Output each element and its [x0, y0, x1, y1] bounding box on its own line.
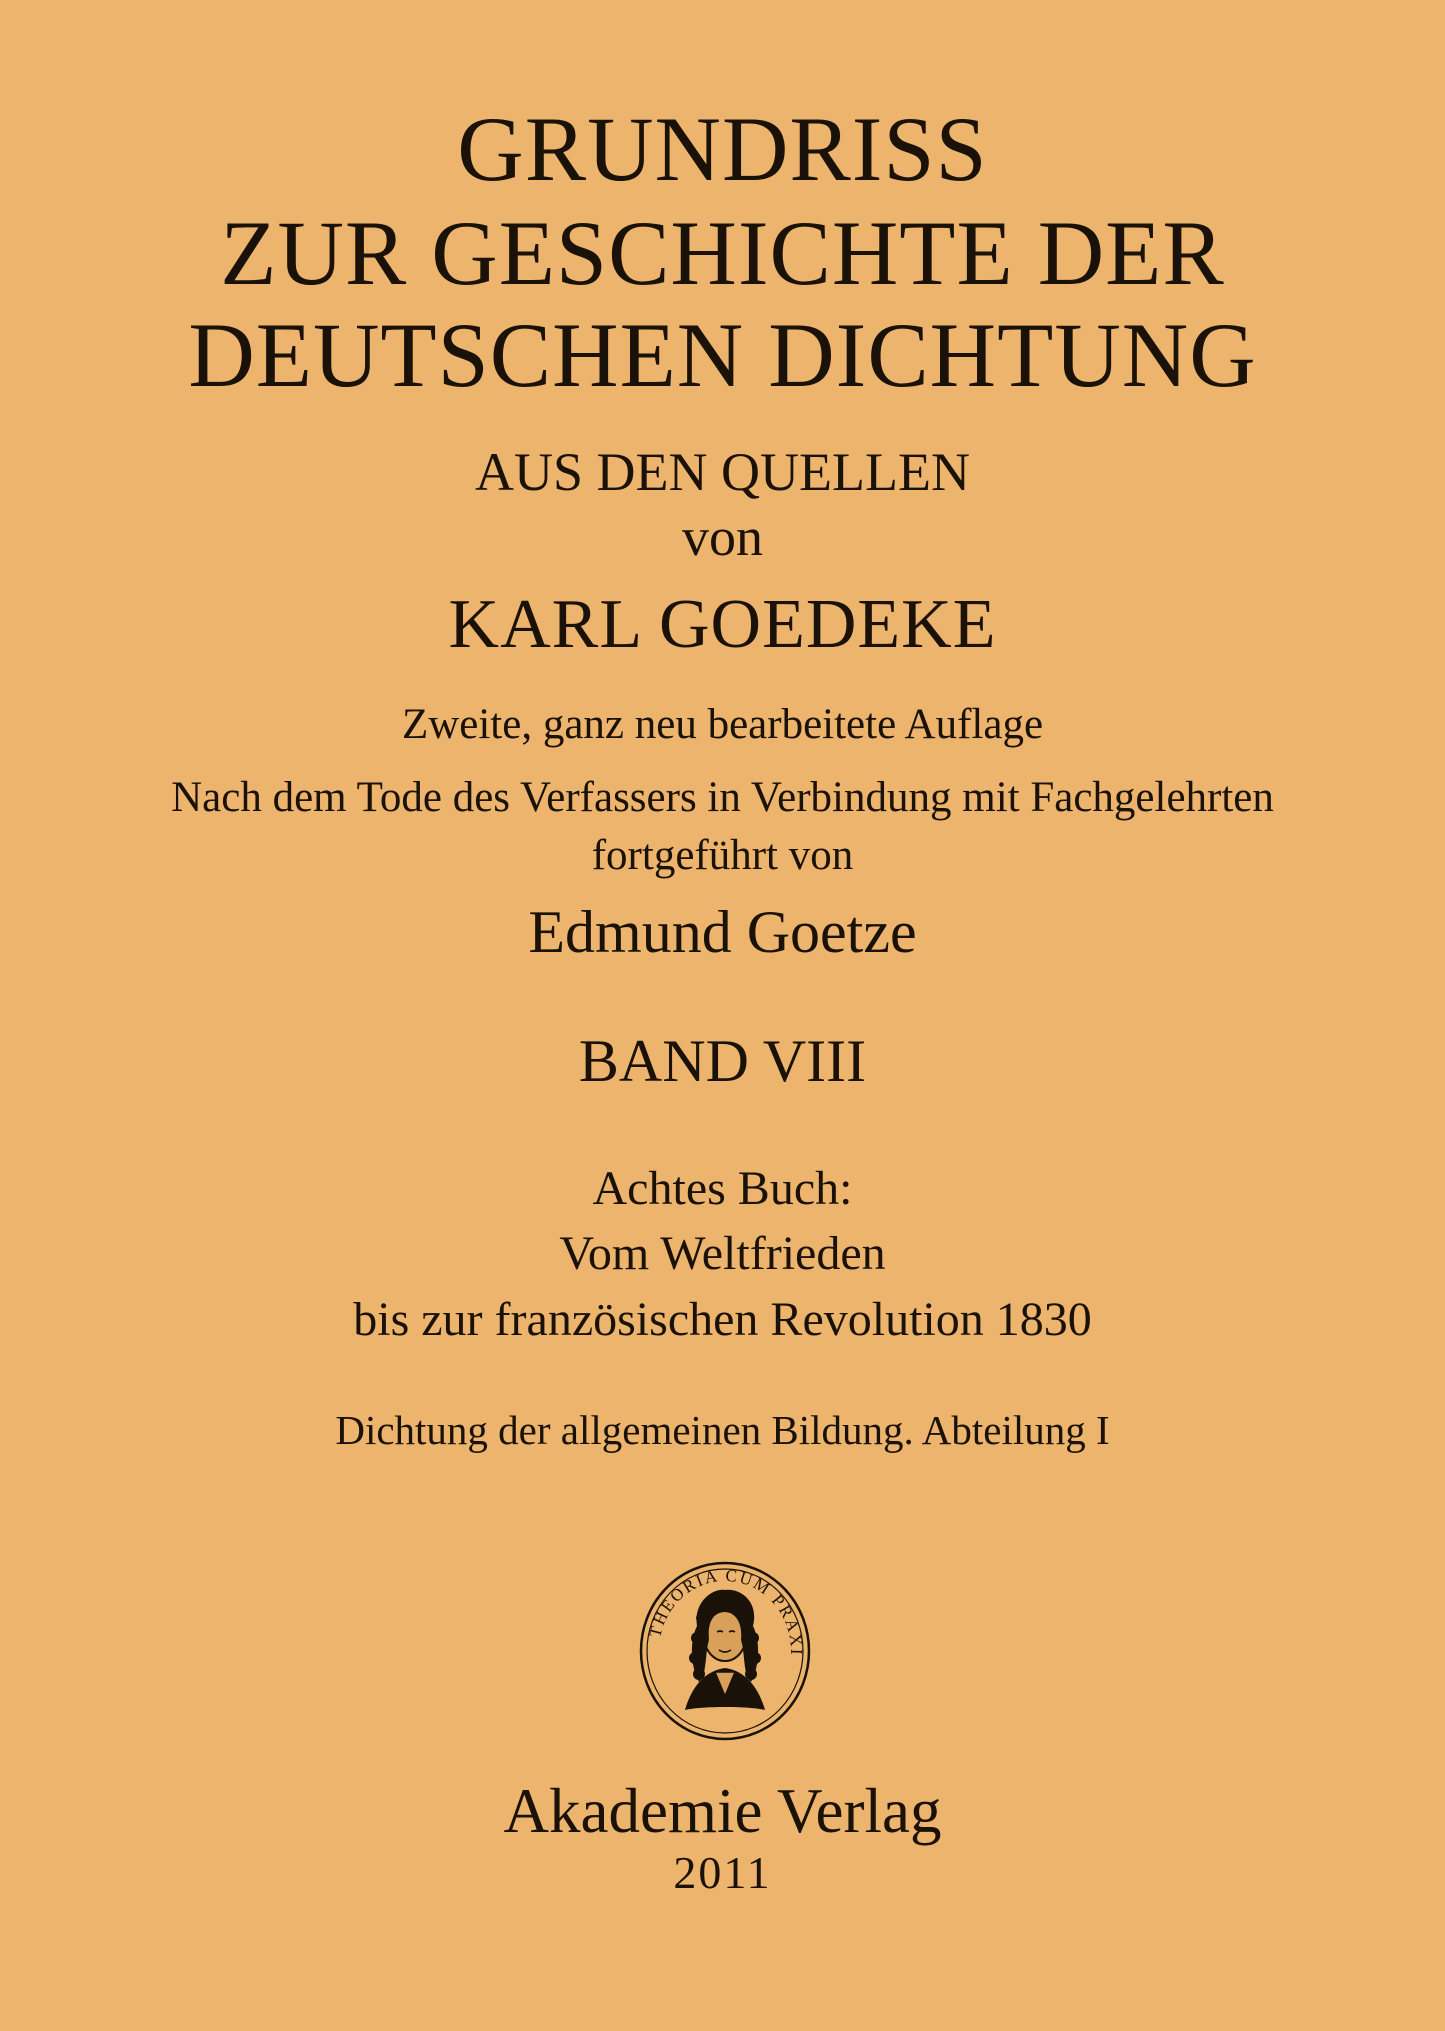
editor-name: Edmund Goetze — [528, 899, 917, 965]
subtitle-line-1: Vom Weltfrieden — [559, 1227, 886, 1280]
title-line-3: DEUTSCHEN DICHTUNG — [188, 304, 1257, 406]
publisher-name: Akademie Verlag — [503, 1776, 942, 1846]
volume-number: BAND VIII — [578, 1028, 867, 1094]
publication-year: 2011 — [673, 1847, 772, 1898]
author-name: KARL GOEDEKE — [448, 586, 997, 663]
portrait-icon — [685, 1590, 765, 1710]
continuation-line-2: fortgeführt von — [591, 832, 854, 879]
subtitle-line-2: bis zur französischen Revolution 1830 — [353, 1293, 1092, 1346]
title-line-2: ZUR GESCHICHTE DER — [220, 202, 1225, 304]
publisher-seal-logo — [637, 1560, 813, 1742]
edition-note: Zweite, ganz neu bearbeitete Auflage — [401, 701, 1044, 748]
book-label: Achtes Buch: — [592, 1162, 853, 1215]
seal-lettering: THEORIA CUM PRAXI — [645, 1565, 807, 1657]
sources-line: AUS DEN QUELLEN — [475, 442, 970, 502]
by-line: von — [682, 507, 763, 567]
continuation-line-1: Nach dem Tode des Verfassers in Verbindung mit Fachgelehrten — [171, 774, 1274, 821]
division-line: Dichtung der allgemeinen Bildung. Abteilung I — [335, 1407, 1110, 1453]
title-line-1: GRUNDRISS — [457, 98, 988, 200]
